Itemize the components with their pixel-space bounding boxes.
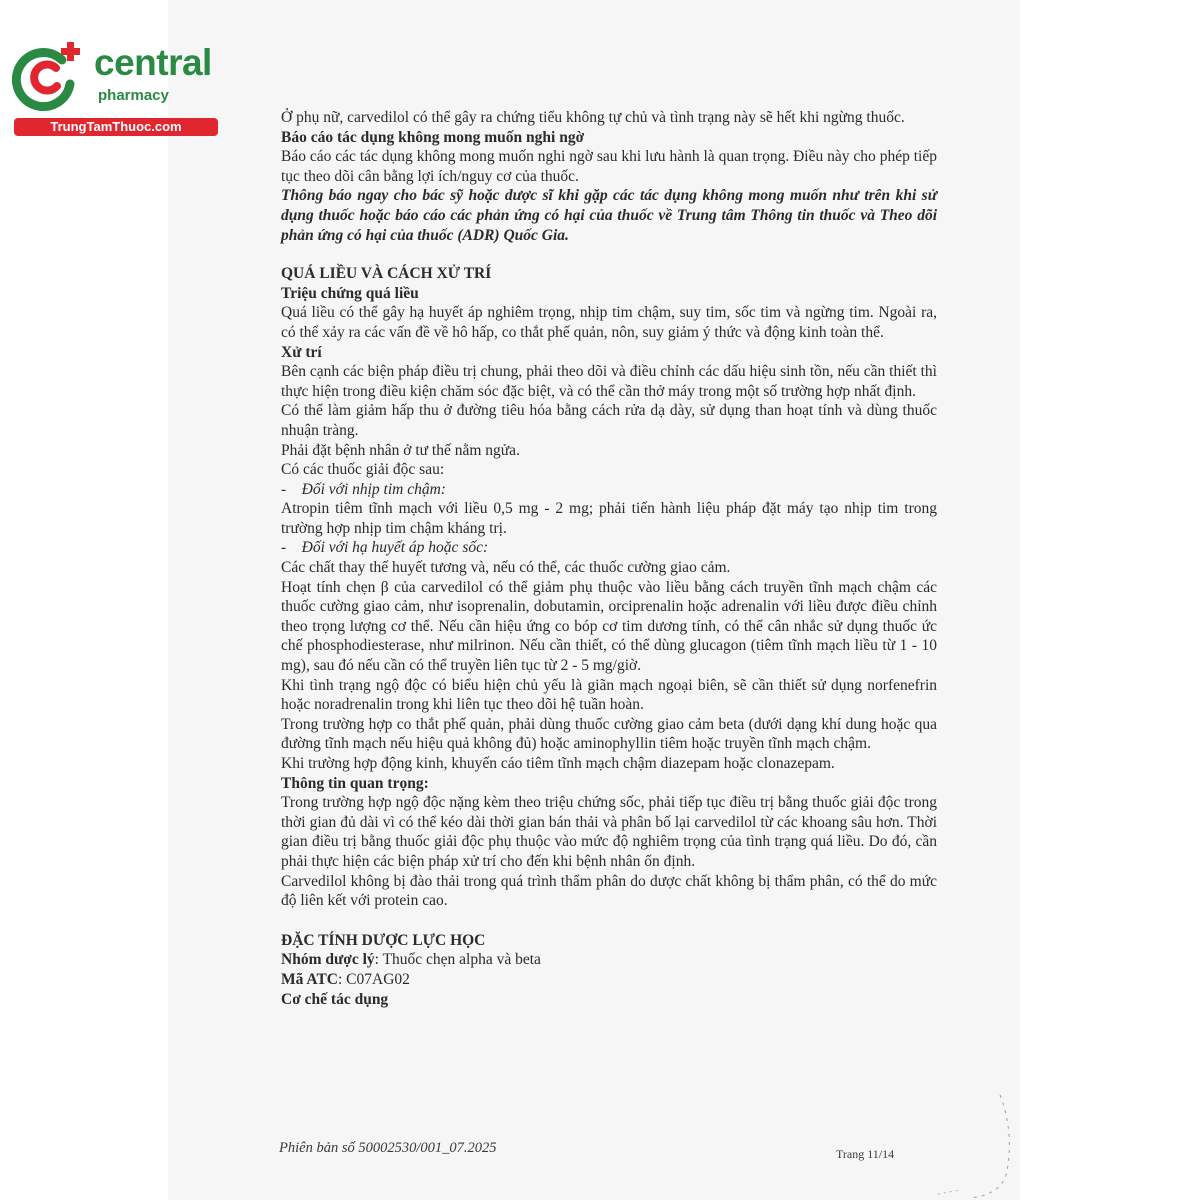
paragraph-treatment-general: Bên cạnh các biện pháp điều trị chung, phải theo dõi và điều chỉnh các dấu hiệu sinh tồn, nếu cần thiết thì thực hiện trong điều kiện chăm sóc đặc biệt, và có thể cần thở máy trong một số trường hợp nhất định. [281, 363, 937, 400]
pharmacy-cross-icon [10, 38, 88, 116]
paragraph-antidotes-intro: Có các thuốc giải độc sau: [281, 461, 445, 479]
paragraph-bronchospasm: Trong trường hợp co thắt phế quản, phải dùng thuốc cường giao cảm beta (dưới dạng khí dung hoặc qua đường tĩnh mạch nếu hiệu quả không đủ) hoặc aminophyllin tiêm hoặc truyền tĩnh mạch chậm. [281, 715, 937, 753]
section-spacer [281, 911, 937, 931]
heading-important-info: Thông tin quan trọng: [281, 774, 429, 792]
paragraph-beta-blockade: Hoạt tính chẹn β của carvedilol có thể giảm phụ thuộc vào liều bằng cách truyền tĩnh mạch chậm các thuốc cường giao cảm, như isoprenalin, dobutamin, orciprenalin hoặc adrenalin với liều được điều chỉnh theo trọng lượng cơ thể. Nếu cần hiệu ứng co bóp cơ tim dương tính, có thể cân nhắc sử dụng thuốc ức chế phosphodiesterase, như milrinon. Nếu cần thiết, có thể dùng glucagon (tiêm tĩnh mạch liều từ 1 - 10 mg), sau đó nếu cần có thể truyền liên tục từ 2 - 5 mg/giờ. [281, 578, 937, 675]
pharmacological-group-label: Nhóm dược lý [281, 951, 375, 969]
heading-mechanism: Cơ chế tác dụng [281, 990, 389, 1008]
paragraph-vasodilation: Khi tình trạng ngộ độc có biểu hiện chủ yếu là giãn mạch ngoại biên, sẽ cần thiết sử dụng norfenefrin hoặc noradrenalin trong khi liên tục theo dõi hệ tuần hoàn. [281, 676, 937, 714]
heading-overdose: QUÁ LIỀU VÀ CÁCH XỬ TRÍ [281, 265, 492, 283]
atc-code-value: : C07AG02 [337, 970, 410, 988]
pharmacological-group-value: : Thuốc chẹn alpha và beta [374, 951, 541, 969]
paragraph-important-info: Trong trường hợp ngộ độc nặng kèm theo triệu chứng sốc, phải tiếp tục điều trị bằng thuốc giải độc trong thời gian đủ dài vì có thể kéo dài thời gian bán thải và phân bố lại carvedilol từ các khoang sâu hơn. Thời gian điều trị bằng thuốc giải độc phụ thuộc vào mức độ nghiêm trọng của tình trạng quá liều. Do đó, cần phải thực hiện các biện pháp xử trí cho đến khi bệnh nhân ổn định. [281, 794, 937, 870]
list-item-bradycardia: - Đối với nhịp tim chậm: [281, 480, 446, 498]
paragraph-treatment-absorption: Có thể làm giảm hấp thu ở đường tiêu hóa bằng cách rửa dạ dày, sử dụng than hoạt tính và dùng thuốc nhuận tràng. [281, 402, 937, 439]
stamp-mark [930, 1090, 1020, 1200]
atc-code [281, 970, 937, 990]
paragraph-incontinence: Ở phụ nữ, carvedilol có thể gây ra chứng tiểu không tự chủ và tình trạng này sẽ hết khi ngừng thuốc. [281, 109, 905, 126]
logo-subtitle: pharmacy [98, 87, 169, 104]
section-spacer [281, 245, 937, 264]
paragraph-atropin: Atropin tiêm tĩnh mạch với liều 0,5 mg - 2 mg; phải tiến hành liệu pháp đặt máy tạo nhịp tim trong trường hợp nhịp tim chậm kháng trị. [281, 500, 937, 537]
pharmacological-group [281, 950, 937, 970]
paragraph-overdose-symptoms: Quá liều có thể gây hạ huyết áp nghiêm trọng, nhịp tim chậm, suy tim, sốc tim và ngừng tim. Ngoài ra, có thể xảy ra các vấn đề về hô hấp, co thắt phế quản, nôn, suy giảm ý thức và động kinh toàn thể. [281, 304, 937, 341]
central-pharmacy-logo [8, 36, 218, 136]
paragraph-treatment-position: Phải đặt bệnh nhân ở tư thế nằm ngửa. [281, 441, 520, 459]
heading-overdose-symptoms: Triệu chứng quá liều [281, 284, 419, 302]
document-body [281, 108, 937, 1009]
paragraph-seizures: Khi trường hợp động kinh, khuyến cáo tiêm tĩnh mạch chậm diazepam hoặc clonazepam. [281, 755, 835, 772]
footer-version: Phiên bản số 50002530/001_07.2025 [279, 1140, 497, 1156]
atc-code-label: Mã ATC [281, 970, 338, 988]
paragraph-plasma-substitutes: Các chất thay thế huyết tương và, nếu có thể, các thuốc cường giao cảm. [281, 559, 731, 577]
paragraph-adr-notify: Thông báo ngay cho bác sỹ hoặc dược sĩ khi gặp các tác dụng không mong muốn như trên khi sử dụng thuốc hoặc báo cáo các phản ứng có hại của thuốc về Trung tâm Thông tin thuốc và Theo dõi phản ứng có hại của thuốc (ADR) Quốc Gia. [281, 187, 937, 244]
logo-website-badge: TrungTamThuoc.com [14, 118, 218, 136]
heading-pharmacodynamics: ĐẶC TÍNH DƯỢC LỰC HỌC [281, 931, 486, 949]
paragraph-adr-report: Báo cáo các tác dụng không mong muốn nghi ngờ sau khi lưu hành là quan trọng. Điều này cho phép tiếp tục theo dõi cân bằng lợi ích/nguy cơ của thuốc. [281, 148, 937, 185]
heading-treatment: Xử trí [281, 343, 322, 361]
list-item-hypotension: - Đối với hạ huyết áp hoặc sốc: [281, 539, 489, 557]
heading-adr-report: Báo cáo tác dụng không mong muốn nghi ngờ [281, 128, 585, 146]
footer-page-number: Trang 11/14 [836, 1147, 895, 1161]
paragraph-dialysis: Carvedilol không bị đào thải trong quá trình thẩm phân do dược chất không bị thẩm phân, có thể do mức độ liên kết với protein cao. [281, 872, 937, 910]
logo-wordmark: central [94, 42, 212, 83]
